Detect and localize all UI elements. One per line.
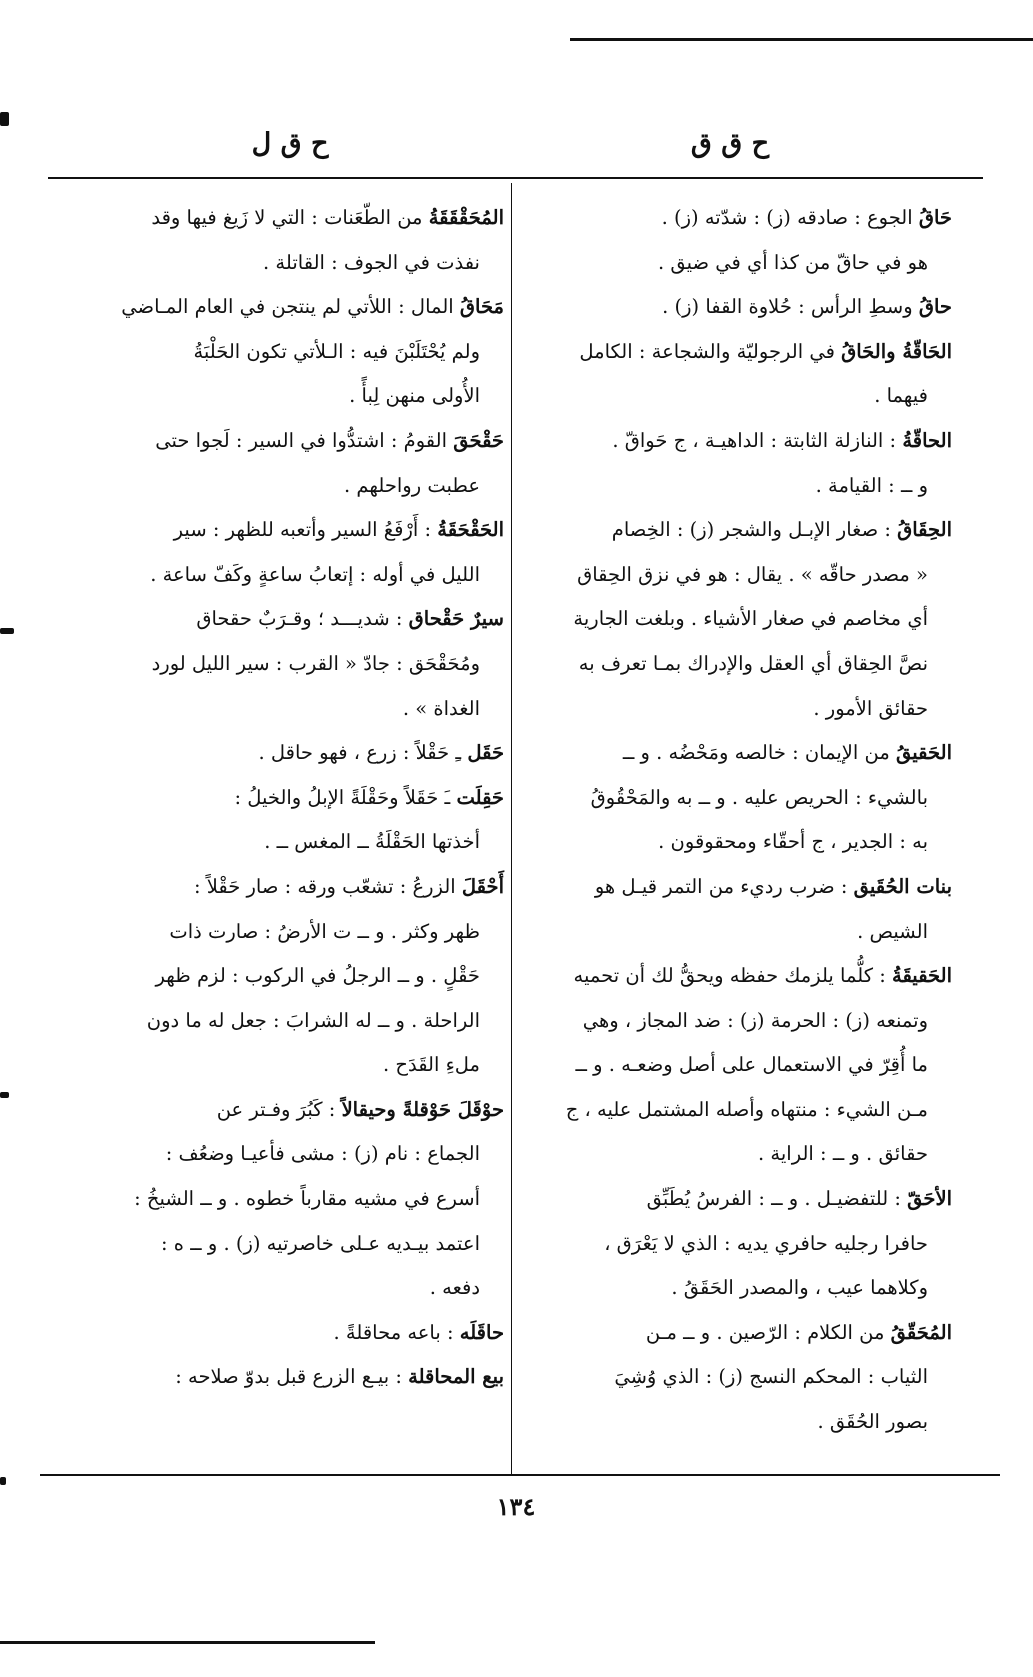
entry-headword: الحَاقّةُ والحَاقُ [841,339,952,363]
column-divider [511,183,512,1475]
entry-headword: الحِقَاقُ [897,518,952,542]
entry-line: : بيـع الزرع قبل بدوّ صلاحه : [175,1365,402,1389]
dictionary-entry [522,954,952,1177]
entry-headword: المُحَقّقُ [890,1320,952,1344]
dictionary-entry [52,1355,504,1400]
scan-margin-mark [0,628,14,634]
scan-margin-mark [0,1092,9,1098]
dictionary-entry [522,1311,952,1445]
entry-headword: حَقِلَت [456,785,504,809]
entry-line: : أَرْفَعُ السير وأتعبه للظهر : سير [173,518,432,542]
entry-headword: الحاقّةُ [902,428,952,452]
entry-line: أخذتها الحَقْلَةُ ــ المغس ــ . [264,830,480,854]
entry-line: أي مخاصم في صغار الأشياء . وبلغت الجارية [573,607,928,631]
entry-line: : ضرب رديء من التمر قيـل هو [594,874,848,898]
entry-line: حقائق الأمور . [813,696,928,720]
entry-line: أسرع في مشيه مقارباً خطوه . و ــ الشيخُ : [134,1187,480,1211]
entry-line: الليل في أوله : إتعابُ ساعةٍ وكَفّ ساعة . [150,562,480,586]
bottom-rule [0,1641,375,1644]
dictionary-entry [52,1311,504,1356]
entry-line: : للتفضيـل . و ــ : الفرسُ يُطَبِّق [646,1187,901,1211]
entry-line: وكلاهما عيب ، والمصدر الحَقَقُ . [671,1276,928,1300]
entry-headword: الحَقْحَقَةُ [437,518,504,542]
footer-rule [40,1474,1000,1476]
dictionary-entry [522,731,952,865]
dictionary-entry [52,285,504,419]
entry-line: الجماع : نام (ز) : مشى فأعيـا وضعُف : [165,1142,480,1166]
entry-headword: حَقْحَقَ [453,428,504,452]
entry-line: دفعه . [429,1276,480,1300]
entry-line: في الرجوليّة والشجاعة : الكامل [579,339,835,363]
page-number: ١٣٤ [496,1492,536,1521]
entry-headword: سيرٌ حَقْحاق [408,607,504,631]
entry-line: : باعه محاقلةً . [333,1320,454,1344]
entry-line: حافرا رجليه حافري يديه : الذي لا يَعْرَق ، [604,1231,928,1255]
entry-headword: الحَقيقَةُ [891,964,952,988]
dictionary-entry [52,865,504,1088]
entry-line: الأُولى منهن لِبأً . [349,384,480,408]
entry-headword: الحَقيقُ [896,741,952,765]
dictionary-entry [52,597,504,731]
entry-headword: مَحَاقُ [459,295,504,319]
entry-headword: حوْقَلَ حَوْقلةً وحيقالاً [341,1097,504,1121]
entry-line: من الطّعَنات : التي لا زَيغ فيها وقد [151,206,423,229]
entry-headword: أَحْقَلَ [461,874,504,898]
entry-line: نصَّ الحِقاق أي العقل والإدراك بمـا تعرف به [578,651,928,675]
entry-line: حقائق . و ــ : الراية . [758,1142,928,1166]
entry-line: ظهر وكثر . و ــ ت الأرضُ : صارت ذات [169,919,480,943]
entry-line: ـِ حَقْلاً : زرع ، فهو حاقل . [258,741,462,765]
entry-headword: حاقَلَه [459,1320,504,1344]
entry-headword: المُحَقْقَقَةُ [428,206,504,229]
entry-line: القومُ : اشتدُّوا في السير : لَجوا حتى [155,428,448,452]
dictionary-entry [52,776,504,865]
dictionary-entry [522,865,952,954]
entry-line: و ــ : القيامة . [815,473,928,497]
entry-line: ولم يُحْتَلَبْنَ فيه : الـلأتي تكون الحَلْبَةُ [193,339,480,363]
entry-line: الراحلة . و ــ له الشرابَ : جعل له ما دون [146,1008,480,1032]
running-header-left: ح ق ل [251,128,329,159]
entry-line: : النازلة الثابتة : الداهيـة ، ج حَواقّ . [612,428,897,452]
entry-headword: حَاقُ [918,206,952,229]
top-rule [570,38,1033,41]
entry-line: « مصدر حاقّه » . يقال : هو في نزق الحِقاق [577,562,928,586]
running-header-right: ح ق ق [690,128,770,159]
entry-line: حَقْلٍ . و ــ الرجلُ في الركوب : لزم ظهر [155,964,480,988]
entry-line: به : الجدير ، ج أحقّاء ومحقوقون . [658,830,928,854]
entry-line: ـَ حَقَلاً وحَقْلَةً الإبلُ والخيلُ : [234,785,451,809]
entry-headword: بنات الحُقَيق [853,874,952,898]
dictionary-entry [52,731,504,776]
entry-line: نفذت في الجوف : القاتلة . [263,250,480,274]
entry-line: الشيص . [857,919,928,943]
dictionary-entry [522,419,952,508]
dictionary-entry [52,419,504,508]
entry-line: فيهما . [874,384,928,408]
entry-line: من الكلام : الرّصين . و ــ مـن [645,1320,885,1344]
entry-line: بصور الحُقَق . [817,1410,928,1434]
left-column [52,196,504,1400]
dictionary-entry [522,285,952,330]
entry-line: اعتمد بيـديه عـلى خاصرتيه (ز) . و ــ ه : [161,1231,480,1255]
entry-line: : صغار الإبـل والشجر (ز) : الخِصام [611,518,891,542]
dictionary-entry [52,1088,504,1311]
entry-line: ملءِ القَدَح . [382,1053,480,1077]
dictionary-entry [522,1177,952,1311]
entry-headword: بيع المحاقلة [408,1365,504,1389]
entry-line: بالشيء : الحريص عليه . و ــ به والمَحْقُوقُ [590,785,928,809]
dictionary-entry [522,196,952,285]
header-rule [48,177,983,179]
dictionary-entry [52,508,504,597]
entry-headword: حَقَل [467,741,504,765]
entry-line: : شديـــد ؛ وقـرَبٌ حقحاق [196,607,403,631]
entry-line: المال : اللأتي لم ينتجن في العام المـاضي [121,295,454,319]
entry-line: الجوع : صادقه (ز) : شدّته (ز) . [661,206,913,229]
entry-line: : كلُّما يلزمك حفظه ويحقُّ لك أن تحميه [573,964,886,988]
entry-line: ومُحَقْحَق : جادّ « القرب : سير الليل لورد [151,651,480,675]
entry-line: من الإيمان : خالصه ومَحْضُه . و ــ [622,741,890,765]
scan-margin-mark [0,1477,6,1485]
dictionary-entry [522,330,952,419]
entry-line: وتمنعه (ز) : الحرمة (ز) : ضد المجاز ، وهي [582,1008,928,1032]
entry-line: الثياب : المحكم النسج (ز) : الذي وُشِيَ [614,1365,928,1389]
scan-margin-mark [0,112,9,126]
right-column [522,196,952,1445]
entry-headword: الأحَقّ [907,1187,952,1211]
dictionary-entry [52,196,504,285]
entry-line: عطبت رواحلهم . [344,473,480,497]
entry-line: مـن الشيء : منتهاه وأصله المشتمل عليه ، ج [565,1097,928,1121]
entry-line: الزرعُ : تشعّب ورقه : صار حَقْلاً : [193,874,456,898]
entry-line: ما أُقِرّ في الاستعمال على أصل وضعـه . و ــ [575,1053,928,1077]
entry-line: : كَبُرَ وفـتر عن [216,1097,336,1121]
entry-line: الغداة » . [402,696,480,720]
entry-headword: حاقُ [918,295,952,319]
entry-line: هو في حاقّ من كذا أي في ضيق . [657,250,928,274]
entry-line: وسطِ الرأس : حُلاوة القفا (ز) . [662,295,913,319]
dictionary-entry [522,508,952,731]
